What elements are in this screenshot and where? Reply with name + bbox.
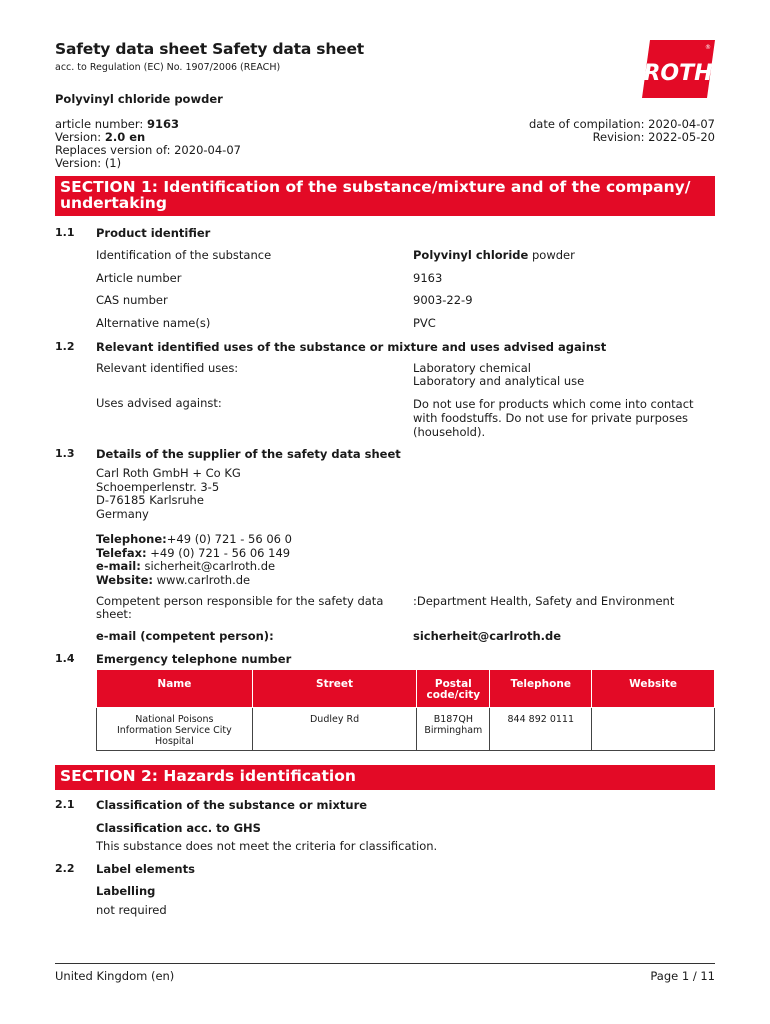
telefax-label: Telefax: bbox=[96, 545, 147, 560]
row-value: 9003-22-9 bbox=[413, 293, 473, 307]
version-label: Version: bbox=[55, 130, 102, 144]
telefax-value: +49 (0) 721 - 56 06 149 bbox=[146, 545, 291, 560]
s22-subheading: Labelling bbox=[96, 884, 156, 898]
page-number: Page 1 / 11 bbox=[650, 969, 715, 983]
labelling-text: not required bbox=[96, 903, 167, 917]
replaces-version: Replaces version of: 2020-04-07 bbox=[55, 143, 241, 157]
against-value bbox=[413, 397, 694, 439]
column-header: Name bbox=[97, 670, 253, 708]
uses-value bbox=[413, 362, 584, 388]
registered-mark: ® bbox=[705, 44, 711, 51]
version-value: 2.0 en bbox=[104, 130, 146, 144]
table-cell: 844 892 0111 bbox=[490, 708, 592, 751]
s14-heading: Emergency telephone number bbox=[96, 652, 292, 666]
compilation-date: date of compilation: 2020-04-07 bbox=[528, 117, 715, 131]
website-link[interactable]: www.carlroth.de bbox=[153, 572, 251, 587]
row-label: Article number bbox=[96, 271, 182, 285]
against-line: Do not use for products which come into contact bbox=[413, 397, 694, 411]
address-line: Germany bbox=[96, 506, 149, 521]
s12-number: 1.2 bbox=[55, 340, 75, 353]
email-link[interactable]: sicherheit@carlroth.de bbox=[140, 559, 276, 573]
table-header-row bbox=[97, 670, 715, 708]
footer-divider bbox=[55, 963, 715, 964]
article-label: article number: bbox=[55, 117, 144, 131]
table-cell: National Poisons Information Service City Hospital bbox=[97, 708, 253, 751]
address-line: Schoemperlenstr. 3-5 bbox=[96, 479, 220, 494]
column-header: Postal code/city bbox=[417, 670, 490, 708]
address-line: D-76185 Karlsruhe bbox=[96, 493, 204, 507]
email-competent-value[interactable]: sicherheit@carlroth.de bbox=[413, 629, 562, 643]
email-label: e-mail: bbox=[96, 559, 141, 573]
row-label: Alternative name(s) bbox=[96, 316, 211, 330]
against-line: (household). bbox=[413, 425, 486, 439]
email-competent-label: e-mail (competent person): bbox=[96, 629, 274, 643]
substance-form: powder bbox=[528, 248, 575, 262]
uses-value-line: Laboratory and analytical use bbox=[413, 374, 585, 388]
s22-number: 2.2 bbox=[55, 862, 75, 875]
s12-heading: Relevant identified uses of the substance or mixture and uses advised against bbox=[96, 340, 607, 354]
supplier-address bbox=[96, 467, 241, 521]
competent-label bbox=[96, 595, 383, 621]
old-version: Version: (1) bbox=[55, 156, 122, 170]
s11-number: 1.1 bbox=[55, 226, 75, 239]
meta-left bbox=[55, 118, 241, 170]
section1-title: SECTION 1: Identification of the substance/mixture and of the company/ undertaking bbox=[55, 176, 715, 216]
row-label: CAS number bbox=[96, 293, 168, 307]
s14-number: 1.4 bbox=[55, 652, 75, 665]
table-cell bbox=[592, 708, 715, 751]
revision-date: Revision: 2022-05-20 bbox=[592, 130, 715, 144]
footer-country: United Kingdom (en) bbox=[55, 969, 175, 983]
website-label: Website: bbox=[96, 572, 153, 587]
uses-value-line: Laboratory chemical bbox=[413, 361, 531, 375]
address-line: Carl Roth GmbH + Co KG bbox=[96, 466, 241, 480]
document-title: Safety data sheet Safety data sheet bbox=[55, 40, 365, 58]
table-cell: Dudley Rd bbox=[252, 708, 417, 751]
uses-label: Relevant identified uses: bbox=[96, 361, 239, 375]
against-label: Uses advised against: bbox=[96, 396, 222, 410]
against-line: with foodstuffs. Do not use for private purposes bbox=[413, 411, 689, 425]
article-value: 9163 bbox=[146, 117, 179, 131]
competent-label-line: sheet: bbox=[96, 607, 132, 621]
substance-name: Polyvinyl chloride bbox=[413, 248, 529, 262]
supplier-contacts bbox=[96, 533, 292, 587]
row-value bbox=[413, 249, 575, 262]
s22-heading: Label elements bbox=[96, 862, 195, 876]
logo-text: ROTH bbox=[643, 61, 713, 86]
roth-logo bbox=[642, 40, 715, 98]
s11-heading: Product identifier bbox=[96, 226, 211, 240]
competent-value: :Department Health, Safety and Environment bbox=[413, 594, 675, 608]
competent-label-line: Competent person responsible for the safety data bbox=[96, 594, 384, 608]
section2-title: SECTION 2: Hazards identification bbox=[55, 765, 715, 790]
s21-number: 2.1 bbox=[55, 798, 75, 811]
table-row bbox=[97, 708, 715, 751]
s21-subheading: Classification acc. to GHS bbox=[96, 821, 261, 835]
row-label: Identification of the substance bbox=[96, 248, 272, 262]
s13-number: 1.3 bbox=[55, 447, 75, 460]
column-header: Website bbox=[592, 670, 715, 708]
telephone-label: Telephone: bbox=[96, 532, 167, 546]
column-header: Street bbox=[252, 670, 417, 708]
s13-heading: Details of the supplier of the safety data sheet bbox=[96, 447, 401, 461]
classification-text: This substance does not meet the criteria for classification. bbox=[96, 839, 438, 853]
table-cell: B187QH Birmingham bbox=[417, 708, 490, 751]
row-value: 9163 bbox=[413, 271, 443, 285]
product-name: Polyvinyl chloride powder bbox=[55, 92, 223, 106]
column-header: Telephone bbox=[490, 670, 592, 708]
telephone-value: +49 (0) 721 - 56 06 0 bbox=[166, 532, 292, 546]
row-value: PVC bbox=[413, 316, 436, 330]
document-subtitle: acc. to Regulation (EC) No. 1907/2006 (REACH) bbox=[55, 62, 281, 73]
meta-right bbox=[529, 118, 715, 144]
s21-heading: Classification of the substance or mixture bbox=[96, 798, 368, 812]
emergency-table bbox=[96, 669, 715, 751]
